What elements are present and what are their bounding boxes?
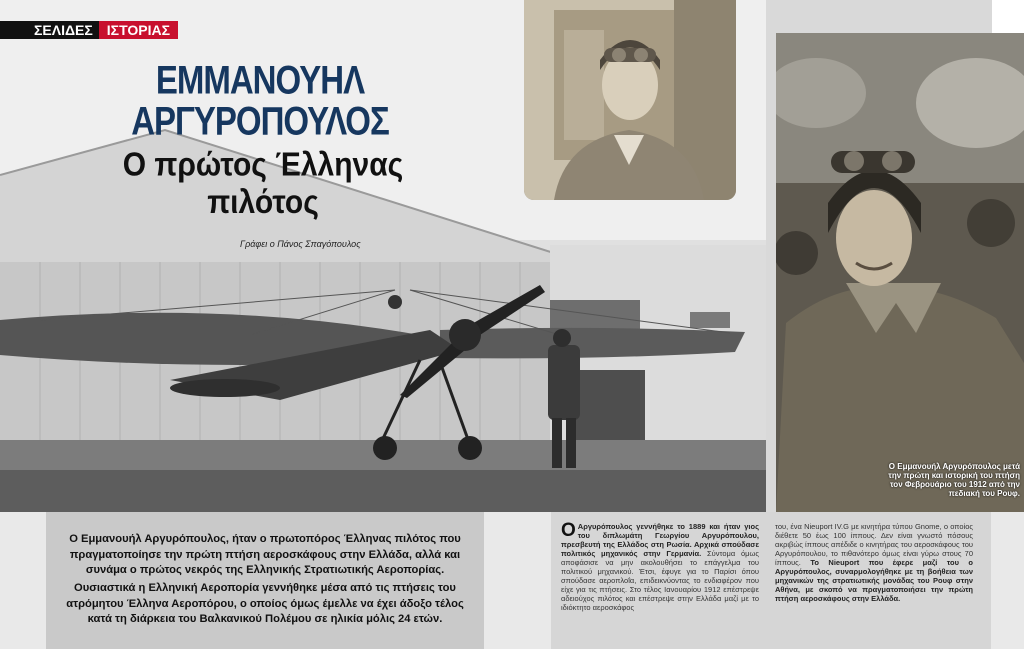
article-body	[551, 512, 991, 649]
section-tag-part1: ΣΕΛΙΔΕΣ	[0, 21, 99, 39]
section-tag-part2: ΙΣΤΟΡΙΑΣ	[99, 21, 178, 39]
body-lead-1: Αργυρόπουλος γεννήθηκε το 1889 και ήταν γιος του διπλωμάτη Γεωργίου Αργυρόπουλου, πρεσβευτή της Ελλάδος στη Ρωσία. Αρχικά σπούδασε πολιτικός μηχανικός στην Γερμανία.	[561, 522, 759, 558]
byline: Γράφει ο Πάνος Σπαγόπουλος	[240, 239, 361, 249]
gutter-strip	[766, 33, 776, 512]
intro-paragraph-2: Ουσιαστικά η Ελληνική Αεροπορία γεννήθηκε μέσα από τις πτήσεις του ατρόμητου Έλληνα Αεροπόρου, ο οποίος όμως έμελλε να έχει άδοξο τέλος κατά τη διάρκεια του Βαλκανικού Πολέμου σε ηλικία μόλις 24 ετών.	[66, 582, 464, 625]
body-lead-2: Το Nieuport που έφερε μαζί του ο Αργυρόπουλος, συναρμολογήθηκε με τη βοήθεια των μηχανικών της στρατιωτικής μονάδας του Ρουφ στην Αθήνα, με σκοπό να πραγματοποιήσει την πρώτη πτήση αεροσκάφους στην Ελλάδα.	[775, 558, 973, 603]
drop-cap: Ο	[561, 520, 576, 541]
title-line2: ΑΡΓΥΡΟΠΟΥΛΟΣ	[131, 98, 389, 143]
pilot-closeup-image	[776, 33, 1024, 512]
body-text-2: του, ένα Nieuport IV.G με κινητήρα τύπου Gnome, ο οποίος διέθετε 50 έως 100 ίππους. Δεν είναι γνωστό πόσους ακριβώς ίππους απέδιδε ο κινητήρας του αεροσκάφους του Αργυρόπουλου, το πιθανότερο όμως είναι γύρω στους 70 ίππους.	[775, 522, 973, 567]
intro-box	[46, 512, 484, 649]
page-top-bar	[766, 0, 1024, 33]
section-tag	[0, 21, 178, 39]
portrait-inset-photo	[524, 0, 736, 200]
body-column-2	[775, 522, 973, 603]
pilot-portrait-image	[524, 0, 736, 200]
subtitle-line2: πιλότος	[207, 184, 319, 221]
body-text-1: Σύντομα όμως αποφάσισε να μην ακολουθήσει το επάγγελμα του πολιτικού μηχανικού. Έτσι, έφυγε για το Παρίσι όπου σπούδασε αεροπλοΐα, επιδεικνύοντας το ενδιαφέρον που είχε για τις πτήσεις. Στο τέλος Ιανουαρίου 1912 επέστρεψε αδειούχος πιλότος και επέστρεψε στην Ελλάδα μαζί με το ιδιόκτητο αεροσκάφος	[561, 549, 759, 612]
body-column-1	[561, 522, 759, 612]
page-title	[130, 57, 390, 143]
page-edge	[991, 512, 1024, 649]
intro-paragraph-1: Ο Εμμανουήλ Αργυρόπουλος, ήταν ο πρωτοπόρος Έλληνας πιλότος που πραγματοποίησε την πρώτη πτήση αεροσκάφους στην Ελλάδα, αλλά και συνάμα ο πρώτος νεκρός της Ελληνικής Στρατιωτικής Αεροπορίας.	[69, 533, 461, 576]
photo-caption: Ο Εμμανουήλ Αργυρόπουλος μετά την πρώτη και ιστορική του πτήση τον Φεβρουάριο του 1912 από την πεδιακή του Ρουφ.	[888, 462, 1020, 498]
title-line1: ΕΜΜΑΝΟΥΗΛ	[155, 57, 365, 102]
subtitle-line1: Ο πρώτος Έλληνας	[122, 147, 404, 184]
page-subtitle	[118, 147, 408, 222]
pilot-closeup-photo	[776, 33, 1024, 512]
